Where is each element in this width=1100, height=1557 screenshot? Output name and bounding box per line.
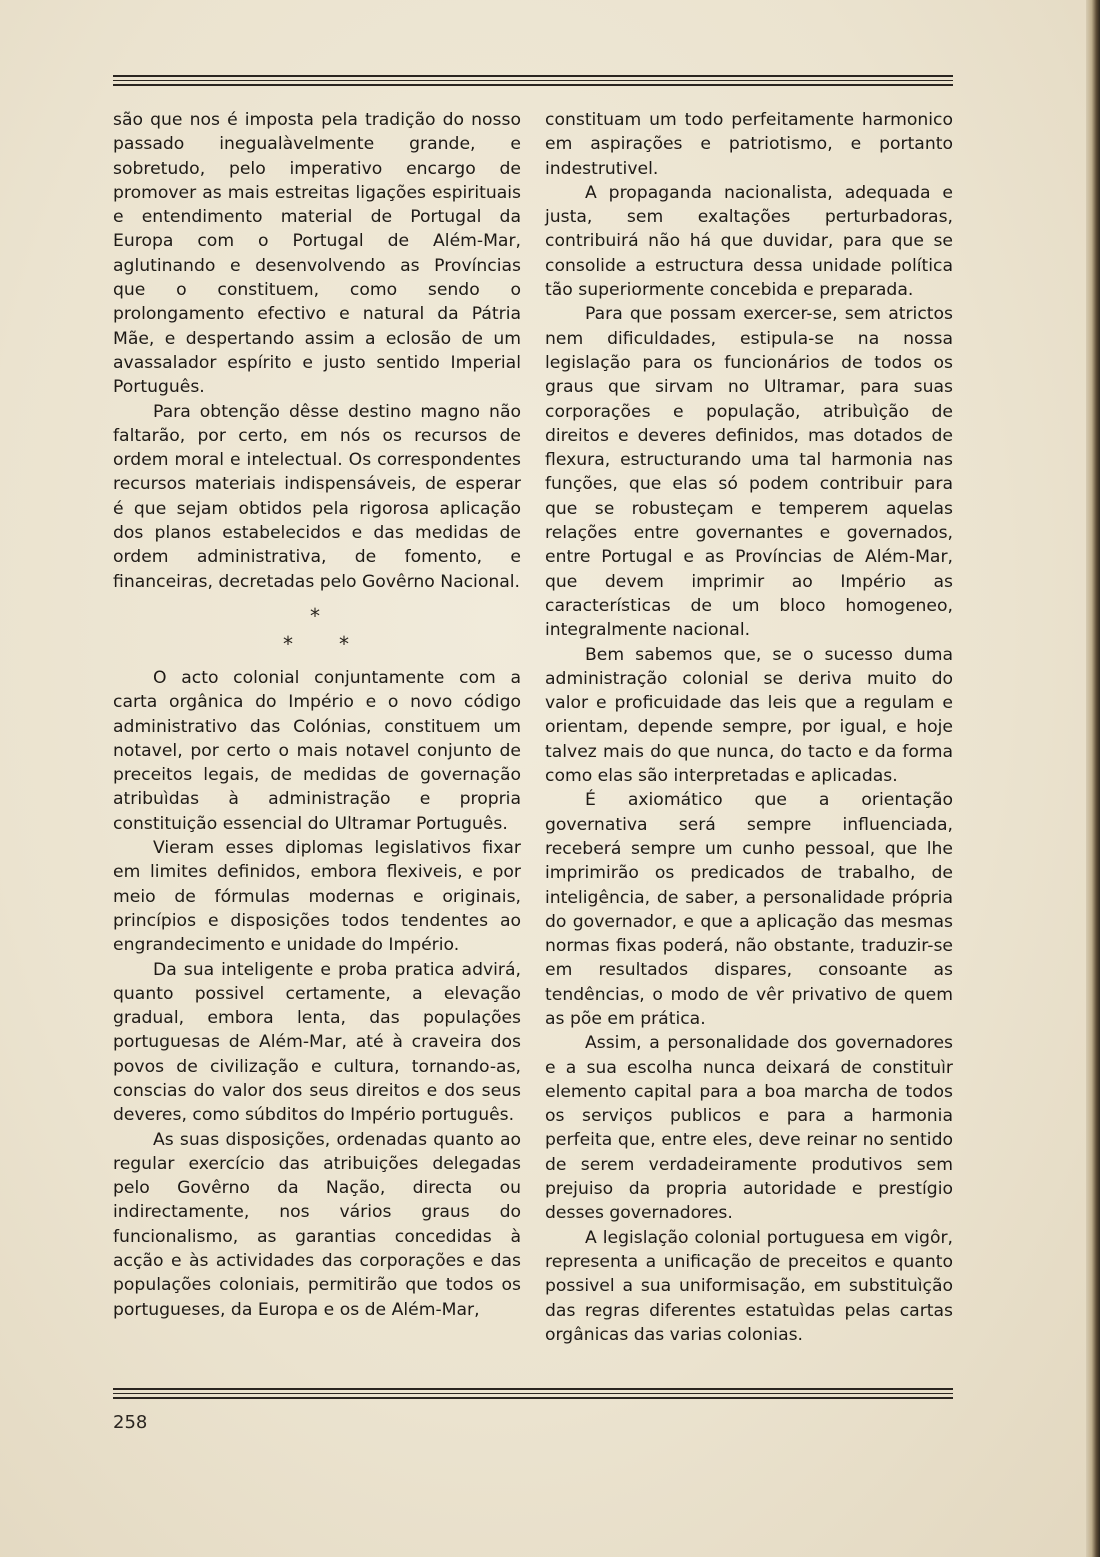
paragraph: Vieram esses diplomas legislativos fixar em limites definidos, embora flexiveis, e por meio de fórmulas modernas e originais, princípios e disposições todos tendentes ao engrandecimento e unidade do Império. (113, 838, 521, 956)
paragraph: A propaganda nacionalista, adequada e justa, sem exaltações perturbadoras, contribuirá não há que duvidar, para que se consolide a estructura dessa unidade política tão superiormente concebida e preparada. (545, 182, 953, 301)
separator-asterisk: * (310, 603, 320, 628)
page-number: 258 (113, 1412, 148, 1433)
paragraph: Assim, a personalidade dos governadores e a sua escolha nunca deixará de constituìr elemento capital para a boa marcha de todos os serviços publicos e para a harmonia perfeita que, entre eles, deve reinar no sentido de serem verdadeiramente produtivos sem prejuiso da propria autoridade e prestígio desses governadores. (545, 1033, 953, 1224)
paragraph: Para que possam exercer-se, sem atrictos nem dificuldades, estipula-se na nossa legislação para os funcionários de todos os graus que sirvam no Ultramar, para suas corporações e população, atribuìção de direitos e deveres definidos, mas dotados de flexura, estructurando uma tal harmonia nas funções, que elas só podem contribuir para que se robusteçam e temperem aquelas relações entre governantes e governados, entre Portugal e as Províncias de Além-Mar, que devem imprimir ao Império as características de um bloco homogeneo, integralmente nacional. (545, 304, 953, 641)
bottom-double-rule (113, 1388, 953, 1402)
left-column (113, 108, 521, 1322)
paragraph: Para obtenção dêsse destino magno não faltarão, por certo, em nós os recursos de ordem moral e intelectual. Os correspondentes recursos materiais indispensáveis, de esperar é que sejam obtidos pela rigorosa aplicação dos planos estabelecidos e das medidas de ordem administrativa, de fomento, e financeiras, decretadas pelo Govêrno Nacional. (113, 401, 521, 592)
paragraph: As suas disposições, ordenadas quanto ao regular exercício das atribuições delegadas pelo Govêrno da Nação, directa ou indirectamente, nos vários graus do funcionalismo, as garantias concedidas à acção e às actividades das corporações e das populações coloniais, permitirão que todos os portugueses, da Europa e os de Além-Mar, (113, 1129, 521, 1320)
right-column (545, 108, 953, 1347)
paragraph: Bem sabemos que, se o sucesso duma administração colonial se deriva muito do valor e proficuidade das leis que a regulam e orientam, depende sempre, por igual, e hoje talvez mais do que nunca, do tacto e da forma como elas são interpretadas e aplicadas. (545, 644, 953, 787)
section-separator (113, 594, 521, 666)
book-binding-edge (1086, 0, 1100, 1557)
paragraph: constituam um todo perfeitamente harmonico em aspirações e patriotismo, e portanto indestrutivel. (545, 110, 953, 179)
paragraph: Da sua inteligente e proba pratica advirá, quanto possivel certamente, a elevação gradual, embora lenta, das populações portuguesas de Além-Mar, até à craveira dos povos de civilização e cultura, tornando-as, conscias do valor dos seus direitos e dos seus deveres, como súbditos do Império português. (113, 959, 521, 1126)
top-double-rule (113, 75, 953, 89)
separator-asterisk: * (339, 631, 349, 656)
paragraph: O acto colonial conjuntamente com a carta orgânica do Império e o novo código administrativo das Colónias, constituem um notavel, por certo o mais notavel conjunto de preceitos legais, de medidas de governação atribuìdas à administração e propria constituição essencial do Ultramar Português. (113, 667, 521, 834)
paragraph: A legislação colonial portuguesa em vigôr, representa a unificação de preceitos e quanto possivel a sua uniformisação, em substituìção das regras diferentes estatuìdas pelas cartas orgânicas das varias colonias. (545, 1227, 953, 1345)
paragraph: É axiomático que a orientação governativa será sempre influenciada, receberá sempre um cunho pessoal, que lhe imprimirão os predicados de trabalho, de inteligência, de saber, a personalidade própria do governador, e que a aplicação das mesmas normas fixas poderá, não obstante, traduzir-se em resultados dispares, consoante as tendências, o modo de vêr privativo de quem as põe em prática. (545, 790, 953, 1029)
paragraph: são que nos é imposta pela tradição do nosso passado inegualàvelmente grande, e sobretudo, pelo imperativo encargo de promover as mais estreitas ligações espirituais e entendimento material de Portugal da Europa com o Portugal de Além-Mar, aglutinando e desenvolvendo as Províncias que o constituem, como sendo o prolongamento efectivo e natural da Pátria Mãe, e despertando assim a eclosão de um avassalador espírito e justo sentido Imperial Português. (113, 110, 521, 398)
separator-asterisk: * (283, 631, 293, 656)
